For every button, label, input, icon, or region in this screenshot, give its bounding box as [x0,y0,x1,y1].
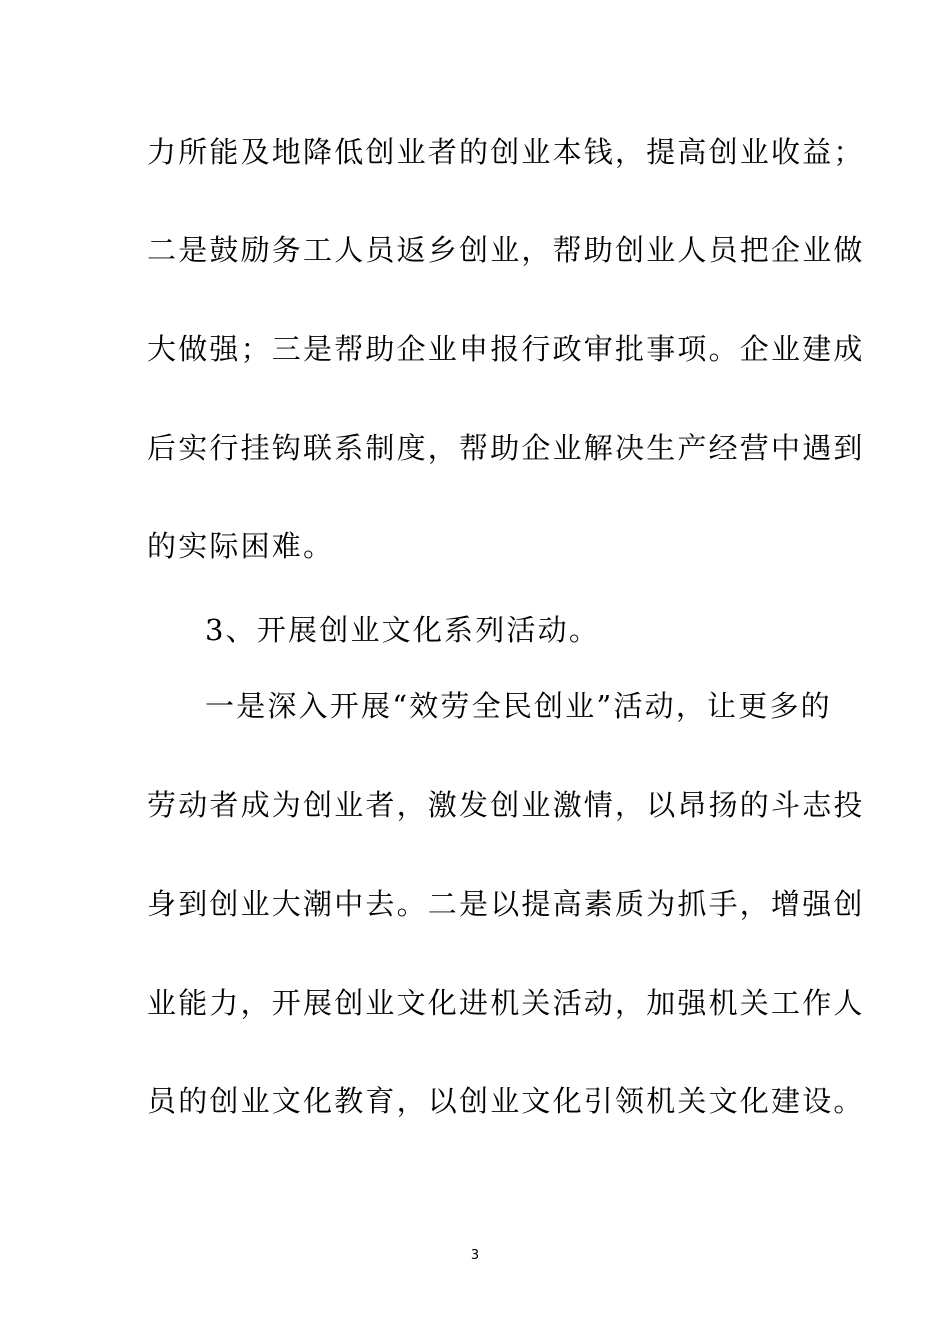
body-text-line: 劳动者成为创业者，激发创业激情，以昂扬的斗志投 [147,788,865,822]
body-text-line: 业能力，开展创业文化进机关活动，加强机关工作人 [147,986,865,1020]
section-heading: 3、开展创业文化系列活动。 [205,613,601,647]
body-text-line: 的实际困难。 [147,529,335,563]
body-text-line: 力所能及地降低创业者的创业本钱，提高创业收益； [147,135,865,169]
body-text-line: 员的创业文化教育，以创业文化引领机关文化建设。 [147,1084,865,1118]
body-text-line: 后实行挂钩联系制度，帮助企业解决生产经营中遇到 [147,431,865,465]
body-text-line: 一是深入开展“效劳全民创业”活动，让更多的 [205,689,832,723]
page-number: 3 [470,1248,480,1263]
body-text-line: 二是鼓励务工人员返乡创业，帮助创业人员把企业做 [147,233,865,267]
body-text-line: 身到创业大潮中去。二是以提高素质为抓手，增强创 [147,887,865,921]
body-text-line: 大做强；三是帮助企业申报行政审批事项。企业建成 [147,332,865,366]
